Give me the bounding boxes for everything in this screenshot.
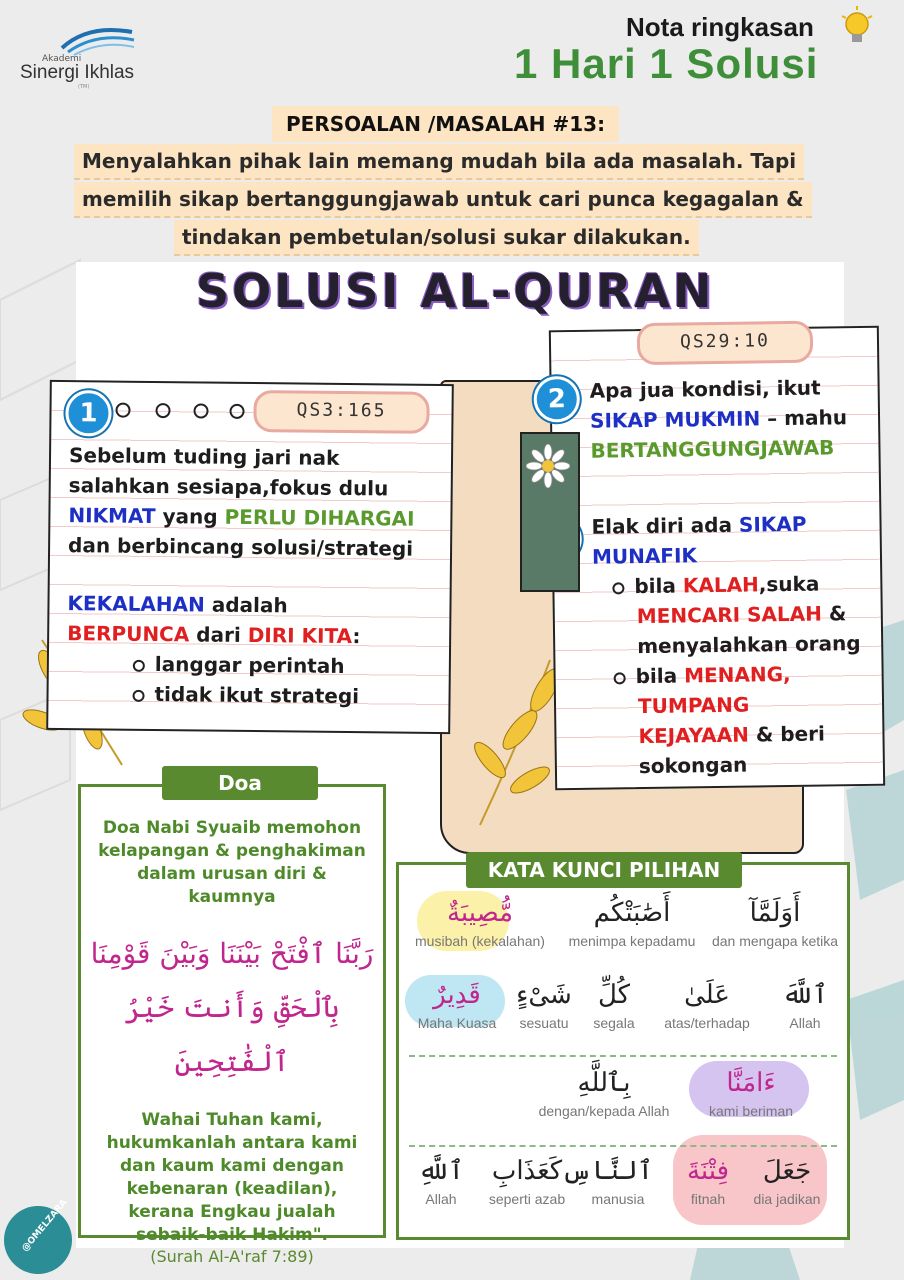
keyword-arabic: عَلَىٰ bbox=[684, 980, 730, 1010]
berpunca-word: BERPUNCA bbox=[67, 621, 190, 647]
watermark-text: @OMELZARA bbox=[20, 1197, 70, 1254]
ring-icon bbox=[193, 403, 208, 418]
keyword-meaning: menimpa kepadamu bbox=[568, 933, 696, 949]
problem-line-2: memilih sikap bertanggungjawab untuk cari punca kegagalan & bbox=[74, 182, 812, 218]
keyword-arabic: أَوَلَمَّآ bbox=[749, 898, 801, 928]
card1-line-6 bbox=[67, 618, 413, 652]
doa-arabic-2: بِٱلْحَقِّ وَأَنتَ خَيْرُ ٱلْفَٰتِحِينَ bbox=[124, 991, 340, 1078]
logo-swirl-icon bbox=[58, 22, 136, 56]
diri-kita: DIRI KITA bbox=[247, 622, 353, 649]
keyword-item bbox=[581, 975, 647, 1031]
doa-meaning-4: kebenaran (keadilan), bbox=[126, 1179, 338, 1199]
ring-icon bbox=[155, 403, 170, 418]
keyword-meaning: Allah bbox=[425, 1191, 457, 1207]
daisy-icon bbox=[526, 444, 570, 488]
lightbulb-icon bbox=[840, 6, 874, 50]
card1-line-3 bbox=[68, 500, 414, 534]
keyword-arabic: شَىْءٍ bbox=[516, 980, 572, 1010]
keyword-meaning: atas/terhadap bbox=[664, 1015, 750, 1031]
ref-pill-qs3: QS3:165 bbox=[253, 390, 429, 434]
card2-line-8: menyalahkan orang bbox=[637, 631, 861, 659]
kata-kunci-tab: KATA KUNCI PILIHAN bbox=[466, 852, 742, 888]
doa-box bbox=[78, 784, 386, 1266]
bullet-item bbox=[612, 568, 860, 601]
yang-word: yang bbox=[155, 504, 225, 529]
doa-meaning-2: hukumkanlah antara kami bbox=[106, 1133, 358, 1153]
card1-line-5 bbox=[67, 588, 413, 622]
bila-word: bila bbox=[635, 663, 685, 689]
keyword-item bbox=[405, 975, 509, 1031]
keyword-meaning: Maha Kuasa bbox=[417, 1015, 497, 1031]
adalah-word: adalah bbox=[204, 592, 288, 618]
keyword-item bbox=[651, 975, 763, 1031]
card2-line-11 bbox=[638, 718, 862, 751]
watermark-badge bbox=[4, 1197, 72, 1274]
keyword-meaning: dengan/kepada Allah bbox=[538, 1103, 670, 1119]
amp-word: & bbox=[821, 601, 847, 626]
card1-line-4: dan berbincang solusi/strategi bbox=[67, 533, 414, 561]
doa-intro-4: kaumnya bbox=[188, 887, 276, 907]
keyword-meaning: dia jadikan bbox=[753, 1191, 821, 1207]
step-1-badge: 1 bbox=[65, 390, 111, 436]
note-card-1 bbox=[46, 380, 454, 734]
keyword-arabic: كُلِّ bbox=[597, 980, 631, 1010]
keyword-item bbox=[561, 1151, 653, 1207]
tumpang-word: TUMPANG bbox=[637, 692, 750, 719]
doa-tab: Doa bbox=[162, 766, 318, 800]
keyword-item bbox=[695, 1063, 807, 1119]
card1-line-1: Sebelum tuding jari nak bbox=[68, 443, 340, 470]
section-title: SOLUSI AL-QURAN bbox=[196, 264, 715, 318]
card2-line-1: Apa jua kondisi, ikut bbox=[589, 375, 821, 403]
logo-small-text: Akademi bbox=[42, 54, 82, 64]
keyword-item bbox=[409, 1151, 473, 1207]
doa-reference: (Surah Al-A'raf 7:89) bbox=[150, 1247, 314, 1266]
keyword-meaning: musibah (kekalahan) bbox=[415, 933, 545, 949]
keyword-item bbox=[519, 1063, 689, 1119]
keyword-item bbox=[675, 1151, 741, 1207]
menang-word: MENANG, bbox=[683, 661, 791, 688]
doa-intro-1: Doa Nabi Syuaib memohon bbox=[102, 818, 362, 838]
elak-word: Elak diri ada bbox=[591, 512, 740, 539]
doa-meaning-3: dan kaum kami dengan bbox=[120, 1156, 344, 1176]
mahu-word: – mahu bbox=[760, 405, 848, 431]
keyword-item bbox=[509, 975, 579, 1031]
keyword-meaning: kami beriman bbox=[708, 1103, 794, 1119]
bullet-item: tidak ikut strategi bbox=[132, 679, 412, 712]
bullet-item: langgar perintah bbox=[133, 649, 413, 682]
card1-line-2: salahkan sesiapa,fokus dulu bbox=[68, 473, 389, 501]
problem-line-1: Menyalahkan pihak lain memang mudah bila ada masalah. Tapi bbox=[74, 144, 804, 180]
keyword-item bbox=[475, 1151, 579, 1207]
keyword-arabic: فِتْنَةَ bbox=[686, 1156, 730, 1186]
keyword-arabic: ٱللَّهَ bbox=[782, 980, 828, 1010]
keyword-arabic: بِٱللَّهِ bbox=[577, 1068, 631, 1098]
keyword-meaning: manusia bbox=[591, 1191, 645, 1207]
separator bbox=[409, 1055, 837, 1057]
bertanggungjawab-word: BERTANGGUNGJAWAB bbox=[590, 435, 835, 463]
keyword-meaning: seperti azab bbox=[488, 1191, 566, 1207]
mencari-salah: MENCARI SALAH bbox=[636, 601, 823, 629]
card2-line-2 bbox=[590, 402, 847, 436]
bullet-item bbox=[613, 658, 861, 691]
main-title: 1 Hari 1 Solusi bbox=[514, 40, 819, 87]
doa-meaning-5: kerana Engkau jualah bbox=[128, 1202, 336, 1222]
logo-name: Sinergi Ikhlas bbox=[20, 62, 135, 83]
keyword-arabic: قَدِيرٌ bbox=[433, 980, 481, 1010]
nikmat-word: NIKMAT bbox=[68, 503, 156, 529]
keyword-meaning: fitnah bbox=[690, 1191, 726, 1207]
doa-meaning-1: Wahai Tuhan kami, bbox=[141, 1110, 323, 1130]
keyword-arabic: كَعَذَابِ bbox=[491, 1156, 563, 1186]
keyword-item bbox=[773, 975, 837, 1031]
kalah-word: KALAH bbox=[682, 572, 759, 598]
sikap-mukmin: SIKAP MUKMIN bbox=[589, 406, 761, 433]
keyword-item bbox=[407, 893, 553, 949]
logo-sub: (TM) bbox=[78, 84, 90, 90]
ring-icon bbox=[115, 403, 130, 418]
step-2-badge: 2 bbox=[533, 376, 580, 423]
doa-intro-3: dalam urusan diri & bbox=[137, 864, 327, 884]
beri-word: & beri bbox=[748, 721, 826, 747]
problem-title: PERSOALAN /MASALAH #13: bbox=[272, 106, 619, 142]
kekalahan-word: KEKALAHAN bbox=[67, 591, 205, 617]
doa-meaning-6: sebaik-baik Hakim". bbox=[135, 1225, 329, 1245]
card2-line-12: sokongan bbox=[638, 752, 748, 779]
colon: : bbox=[352, 624, 361, 649]
problem-line-3: tindakan pembetulan/solusi sukar dilakukan. bbox=[174, 220, 699, 256]
academy-logo bbox=[18, 22, 148, 90]
keyword-arabic: ٱللَّهِ bbox=[418, 1156, 464, 1186]
separator bbox=[409, 1145, 837, 1147]
keyword-item bbox=[705, 893, 845, 949]
keyword-arabic: ٱلنَّاسِ bbox=[561, 1156, 653, 1186]
ref-pill-qs29: QS29:10 bbox=[637, 321, 814, 365]
keyword-arabic: ءَامَنَّا bbox=[726, 1068, 776, 1098]
note-card-2 bbox=[549, 326, 885, 791]
card2-line-4 bbox=[591, 508, 859, 542]
kejayaan-word: KEJAYAAN bbox=[638, 722, 750, 749]
ring-icon bbox=[229, 404, 244, 419]
keyword-arabic: مُّصِيبَةٌ bbox=[446, 898, 514, 928]
keyword-arabic: جَعَلَ bbox=[762, 1156, 812, 1186]
munafik-word: MUNAFIK bbox=[591, 543, 698, 569]
doa-intro-2: kelapangan & penghakiman bbox=[98, 841, 366, 861]
keyword-item bbox=[557, 893, 707, 949]
bila-word: bila bbox=[634, 573, 684, 599]
keyword-meaning: sesuatu bbox=[519, 1015, 569, 1031]
doa-arabic-1: رَبَّنَا ٱفْتَحْ بَيْنَنَا وَبَيْنَ قَوْمِنَا bbox=[90, 937, 374, 970]
keyword-meaning: dan mengapa ketika bbox=[711, 933, 839, 949]
card2-line-7 bbox=[637, 598, 861, 631]
kata-kunci-box bbox=[396, 862, 850, 1240]
perlu-dihargai: PERLU DIHARGAI bbox=[224, 504, 415, 531]
keyword-arabic: أَصَٰبَتْكُم bbox=[593, 898, 671, 928]
keyword-meaning: segala bbox=[593, 1015, 635, 1031]
suka-word: ,suka bbox=[758, 571, 820, 597]
nota-heading: Nota ringkasan bbox=[626, 12, 814, 42]
dari-word: dari bbox=[189, 622, 248, 647]
keyword-meaning: Allah bbox=[789, 1015, 821, 1031]
keyword-item bbox=[745, 1151, 829, 1207]
sikap-word: SIKAP bbox=[738, 511, 807, 537]
